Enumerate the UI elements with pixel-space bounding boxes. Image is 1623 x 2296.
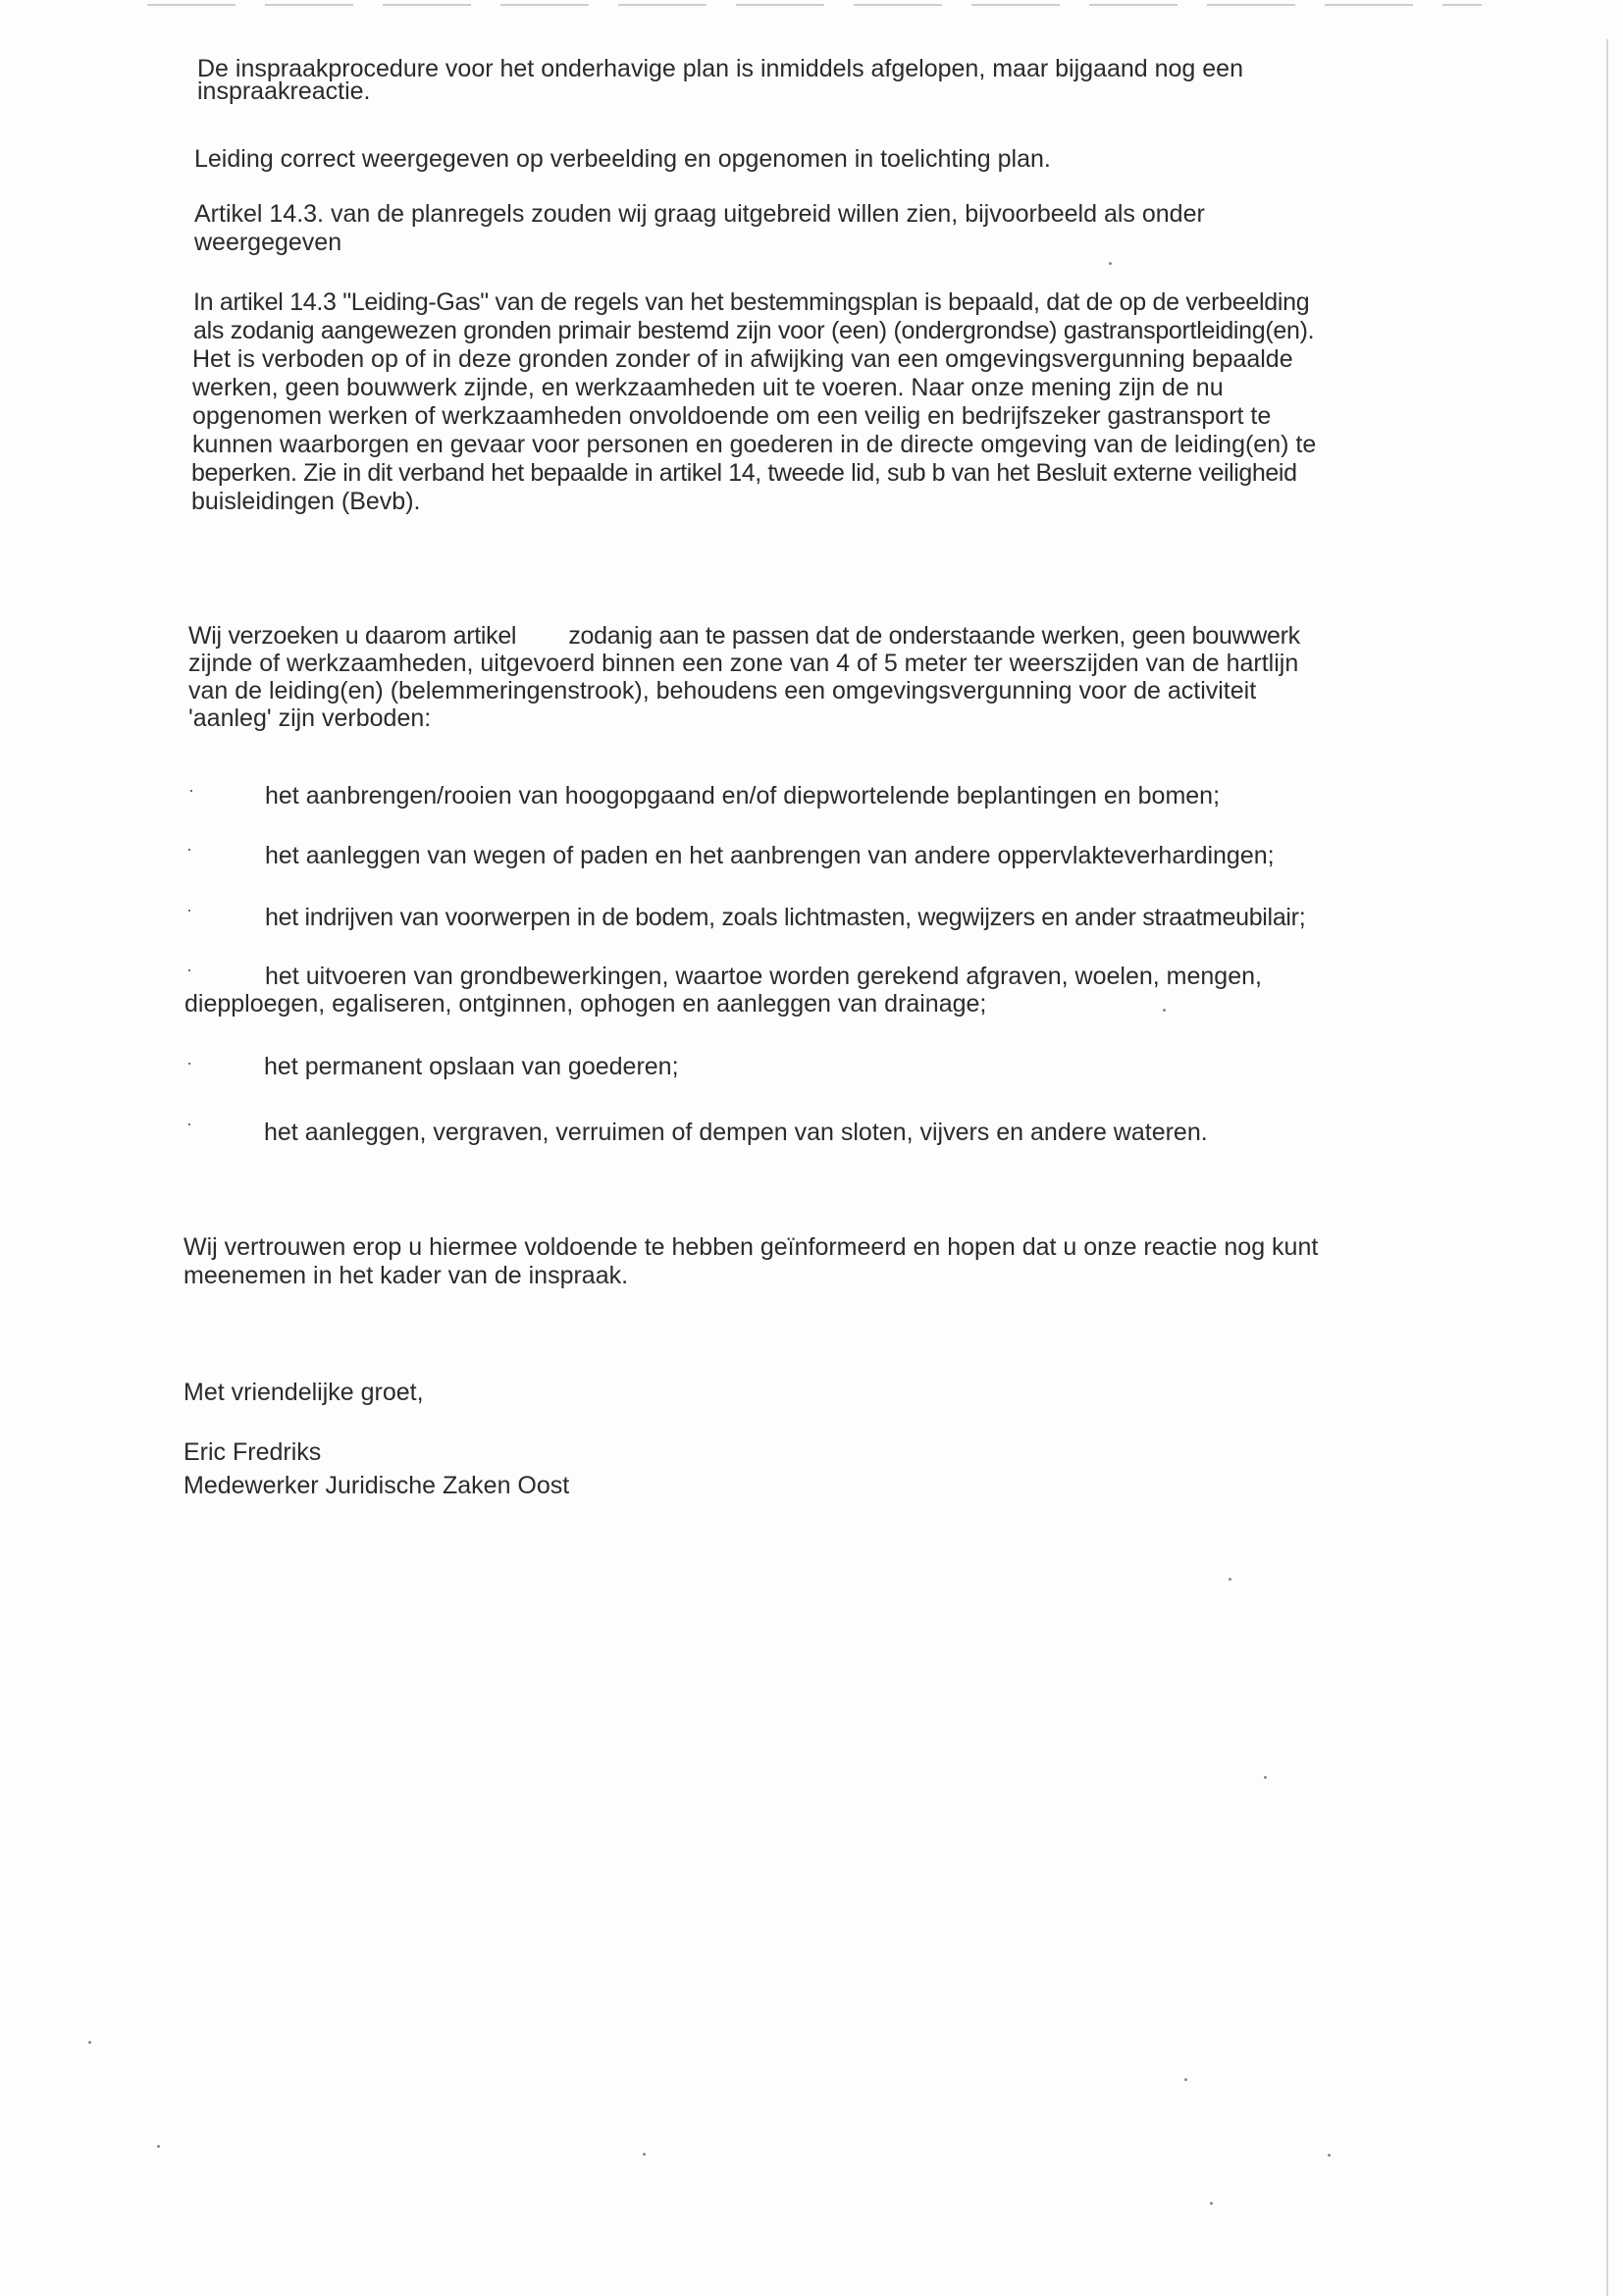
speck	[1328, 2154, 1331, 2157]
list-item-text: het permanent opslaan van goederen;	[264, 1053, 679, 1080]
bullet-icon: ·	[186, 960, 192, 979]
bullet-icon: ·	[186, 1114, 192, 1133]
speck	[643, 2153, 646, 2156]
speck	[1210, 2202, 1213, 2205]
text-line: Wij vertrouwen erop u hiermee voldoende te hebben geïnformeerd en hopen dat u onze reactie nog kunt	[183, 1233, 1319, 1261]
scan-edge-right	[1606, 39, 1608, 2296]
speck	[157, 2145, 160, 2148]
speck	[1109, 262, 1112, 265]
speck	[1229, 1578, 1231, 1581]
bullet-icon: ·	[186, 900, 192, 919]
list-item-text: het aanleggen van wegen of paden en het aanbrengen van andere oppervlakteverhardingen;	[265, 842, 1275, 869]
speck	[1264, 1776, 1267, 1779]
bullet-icon: ·	[188, 780, 194, 800]
text-line: De inspraakprocedure voor het onderhavige plan is inmiddels afgelopen, maar bijgaand nog een	[197, 55, 1243, 82]
speck	[1184, 2078, 1187, 2081]
text-line: inspraakreactie.	[197, 78, 371, 105]
signer-name: Eric Fredriks	[183, 1438, 322, 1466]
text-line: beperken. Zie in dit verband het bepaalde in artikel 14, tweede lid, sub b van het Besluit externe veiligheid	[191, 459, 1297, 487]
text-line: zijnde of werkzaamheden, uitgevoerd binnen een zone van 4 of 5 meter ter weerszijden van de hartlijn	[188, 650, 1299, 677]
text-line: 'aanleg' zijn verboden:	[188, 704, 432, 732]
text-line: buisleidingen (Bevb).	[191, 488, 421, 515]
scan-edge-top	[147, 4, 1482, 6]
signer-title: Medewerker Juridische Zaken Oost	[183, 1472, 570, 1499]
text-line: Artikel 14.3. van de planregels zouden wij graag uitgebreid willen zien, bijvoorbeeld als onder	[194, 200, 1205, 228]
greeting: Met vriendelijke groet,	[183, 1379, 424, 1406]
list-item-text: diepploegen, egaliseren, ontginnen, ophogen en aanleggen van drainage;	[184, 990, 987, 1018]
text-line: Het is verboden op of in deze gronden zonder of in afwijking van een omgevingsvergunning bepaalde	[192, 345, 1293, 373]
list-item-text: het uitvoeren van grondbewerkingen, waartoe worden gerekend afgraven, woelen, mengen,	[265, 963, 1262, 990]
text-line: van de leiding(en) (belemmeringenstrook), behoudens een omgevingsvergunning voor de activiteit	[188, 677, 1257, 704]
text-line: opgenomen werken of werkzaamheden onvoldoende om een veilig en bedrijfszeker gastransport te	[192, 402, 1272, 430]
text-line: weergegeven	[194, 229, 342, 256]
text-line: In artikel 14.3 "Leiding-Gas" van de regels van het bestemmingsplan is bepaald, dat de op de verbeelding	[193, 288, 1310, 316]
text-line: Wij verzoeken u daarom artikel zodanig aan te passen dat de onderstaande werken, geen bouwwerk	[188, 622, 1300, 650]
text-line: kunnen waarborgen en gevaar voor personen en goederen in de directe omgeving van de leiding(en) te	[192, 431, 1317, 458]
list-item-text: het aanleggen, vergraven, verruimen of dempen van sloten, vijvers en andere wateren.	[264, 1119, 1208, 1146]
text-line: als zodanig aangewezen gronden primair bestemd zijn voor (een) (ondergrondse) gastransportleiding(en).	[193, 317, 1315, 344]
intro-paragraph-2: Leiding correct weergegeven op verbeelding en opgenomen in toelichting plan.	[194, 145, 1051, 173]
list-item-text: het aanbrengen/rooien van hoogopgaand en/of diepwortelende beplantingen en bomen;	[265, 782, 1221, 809]
list-item-text: het indrijven van voorwerpen in de bodem, zoals lichtmasten, wegwijzers en ander straatmeubilair;	[265, 904, 1306, 931]
bullet-icon: ·	[186, 839, 192, 859]
text-line: meenemen in het kader van de inspraak.	[183, 1262, 629, 1289]
text-line: werken, geen bouwwerk zijnde, en werkzaamheden uit te voeren. Naar onze mening zijn de nu	[192, 374, 1224, 401]
speck	[88, 2041, 91, 2044]
speck	[1163, 1009, 1166, 1012]
bullet-icon: ·	[186, 1053, 192, 1072]
